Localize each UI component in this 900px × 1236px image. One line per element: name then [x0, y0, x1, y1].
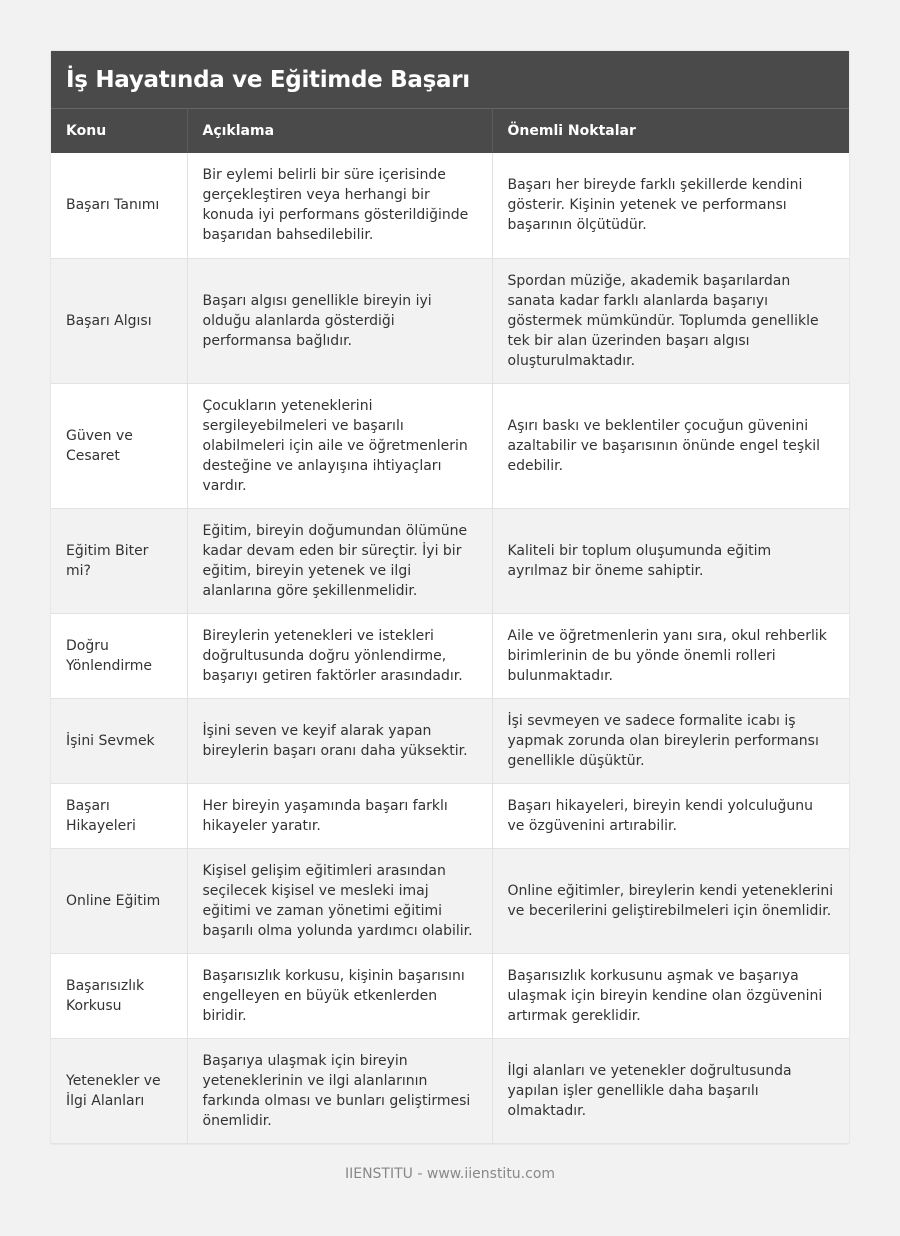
table-row	[51, 613, 849, 698]
cell-aciklama: Bir eylemi belirli bir süre içerisinde gerçekleştiren veya herhangi bir konuda iyi performans gösterildiğinde başarıdan bahsedilebilir.	[187, 153, 492, 258]
cell-aciklama: Başarı algısı genellikle bireyin iyi olduğu alanlarda gösterdiği performansa bağlıdır.	[187, 258, 492, 383]
table-title: İş Hayatında ve Eğitimde Başarı	[51, 51, 849, 108]
cell-konu: Başarı Hikayeleri	[51, 783, 187, 848]
cell-aciklama: Çocukların yeteneklerini sergileyebilmeleri ve başarılı olabilmeleri için aile ve öğretmenlerin desteğine ve anlayışına ihtiyaçları vardır.	[187, 383, 492, 508]
cell-onemli: İşi sevmeyen ve sadece formalite icabı iş yapmak zorunda olan bireylerin performansı genellikle düşüktür.	[492, 698, 849, 783]
cell-konu: Eğitim Biter mi?	[51, 508, 187, 613]
cell-aciklama: Başarısızlık korkusu, kişinin başarısını engelleyen en büyük etkenlerden biridir.	[187, 953, 492, 1038]
table-row	[51, 848, 849, 953]
cell-onemli: Başarısızlık korkusunu aşmak ve başarıya ulaşmak için bireyin kendine olan özgüvenini artırmak gereklidir.	[492, 953, 849, 1038]
cell-konu: Doğru Yönlendirme	[51, 613, 187, 698]
cell-onemli: İlgi alanları ve yetenekler doğrultusunda yapılan işler genellikle daha başarılı olmaktadır.	[492, 1038, 849, 1143]
table-row	[51, 1038, 849, 1143]
cell-onemli: Başarı her bireyde farklı şekillerde kendini gösterir. Kişinin yetenek ve performansı başarının ölçütüdür.	[492, 153, 849, 258]
header-konu: Konu	[51, 109, 187, 154]
cell-aciklama: Kişisel gelişim eğitimleri arasından seçilecek kişisel ve mesleki imaj eğitimi ve zaman yönetimi eğitimi başarılı olma yolunda yardımcı olabilir.	[187, 848, 492, 953]
table-row	[51, 698, 849, 783]
table-row	[51, 783, 849, 848]
cell-konu: Başarısızlık Korkusu	[51, 953, 187, 1038]
header-row	[51, 109, 849, 154]
cell-onemli: Kaliteli bir toplum oluşumunda eğitim ayrılmaz bir öneme sahiptir.	[492, 508, 849, 613]
cell-aciklama: İşini seven ve keyif alarak yapan bireylerin başarı oranı daha yüksektir.	[187, 698, 492, 783]
cell-onemli: Online eğitimler, bireylerin kendi yeteneklerini ve becerilerini geliştirebilmeleri için önemlidir.	[492, 848, 849, 953]
cell-konu: İşini Sevmek	[51, 698, 187, 783]
cell-onemli: Başarı hikayeleri, bireyin kendi yolculuğunu ve özgüvenini artırabilir.	[492, 783, 849, 848]
table-row	[51, 383, 849, 508]
success-table	[51, 108, 849, 1144]
content-card	[51, 51, 849, 1144]
cell-onemli: Spordan müziğe, akademik başarılardan sanata kadar farklı alanlarda başarıyı göstermek mümkündür. Toplumda genellikle tek bir alan üzerinden başarı algısı oluşturulmaktadır.	[492, 258, 849, 383]
footer-credit: IIENSTITU - www.iienstitu.com	[344, 1166, 556, 1182]
header-aciklama: Açıklama	[187, 109, 492, 154]
cell-konu: Güven ve Cesaret	[51, 383, 187, 508]
table-body	[51, 153, 849, 1143]
table-row	[51, 953, 849, 1038]
cell-konu: Online Eğitim	[51, 848, 187, 953]
cell-konu: Başarı Tanımı	[51, 153, 187, 258]
table-row	[51, 508, 849, 613]
table-row	[51, 258, 849, 383]
cell-onemli: Aile ve öğretmenlerin yanı sıra, okul rehberlik birimlerinin de bu yönde önemli rolleri bulunmaktadır.	[492, 613, 849, 698]
cell-konu: Başarı Algısı	[51, 258, 187, 383]
cell-aciklama: Bireylerin yetenekleri ve istekleri doğrultusunda doğru yönlendirme, başarıyı getiren faktörler arasındadır.	[187, 613, 492, 698]
table-header	[51, 109, 849, 154]
cell-onemli: Aşırı baskı ve beklentiler çocuğun güvenini azaltabilir ve başarısının önünde engel teşkil edebilir.	[492, 383, 849, 508]
header-onemli-noktalar: Önemli Noktalar	[492, 109, 849, 154]
cell-aciklama: Başarıya ulaşmak için bireyin yeteneklerinin ve ilgi alanlarının farkında olması ve bunları geliştirmesi önemlidir.	[187, 1038, 492, 1143]
table-row	[51, 153, 849, 258]
cell-konu: Yetenekler ve İlgi Alanları	[51, 1038, 187, 1143]
cell-aciklama: Her bireyin yaşamında başarı farklı hikayeler yaratır.	[187, 783, 492, 848]
cell-aciklama: Eğitim, bireyin doğumundan ölümüne kadar devam eden bir süreçtir. İyi bir eğitim, bireyin yetenek ve ilgi alanlarına göre şekillenmelidir.	[187, 508, 492, 613]
